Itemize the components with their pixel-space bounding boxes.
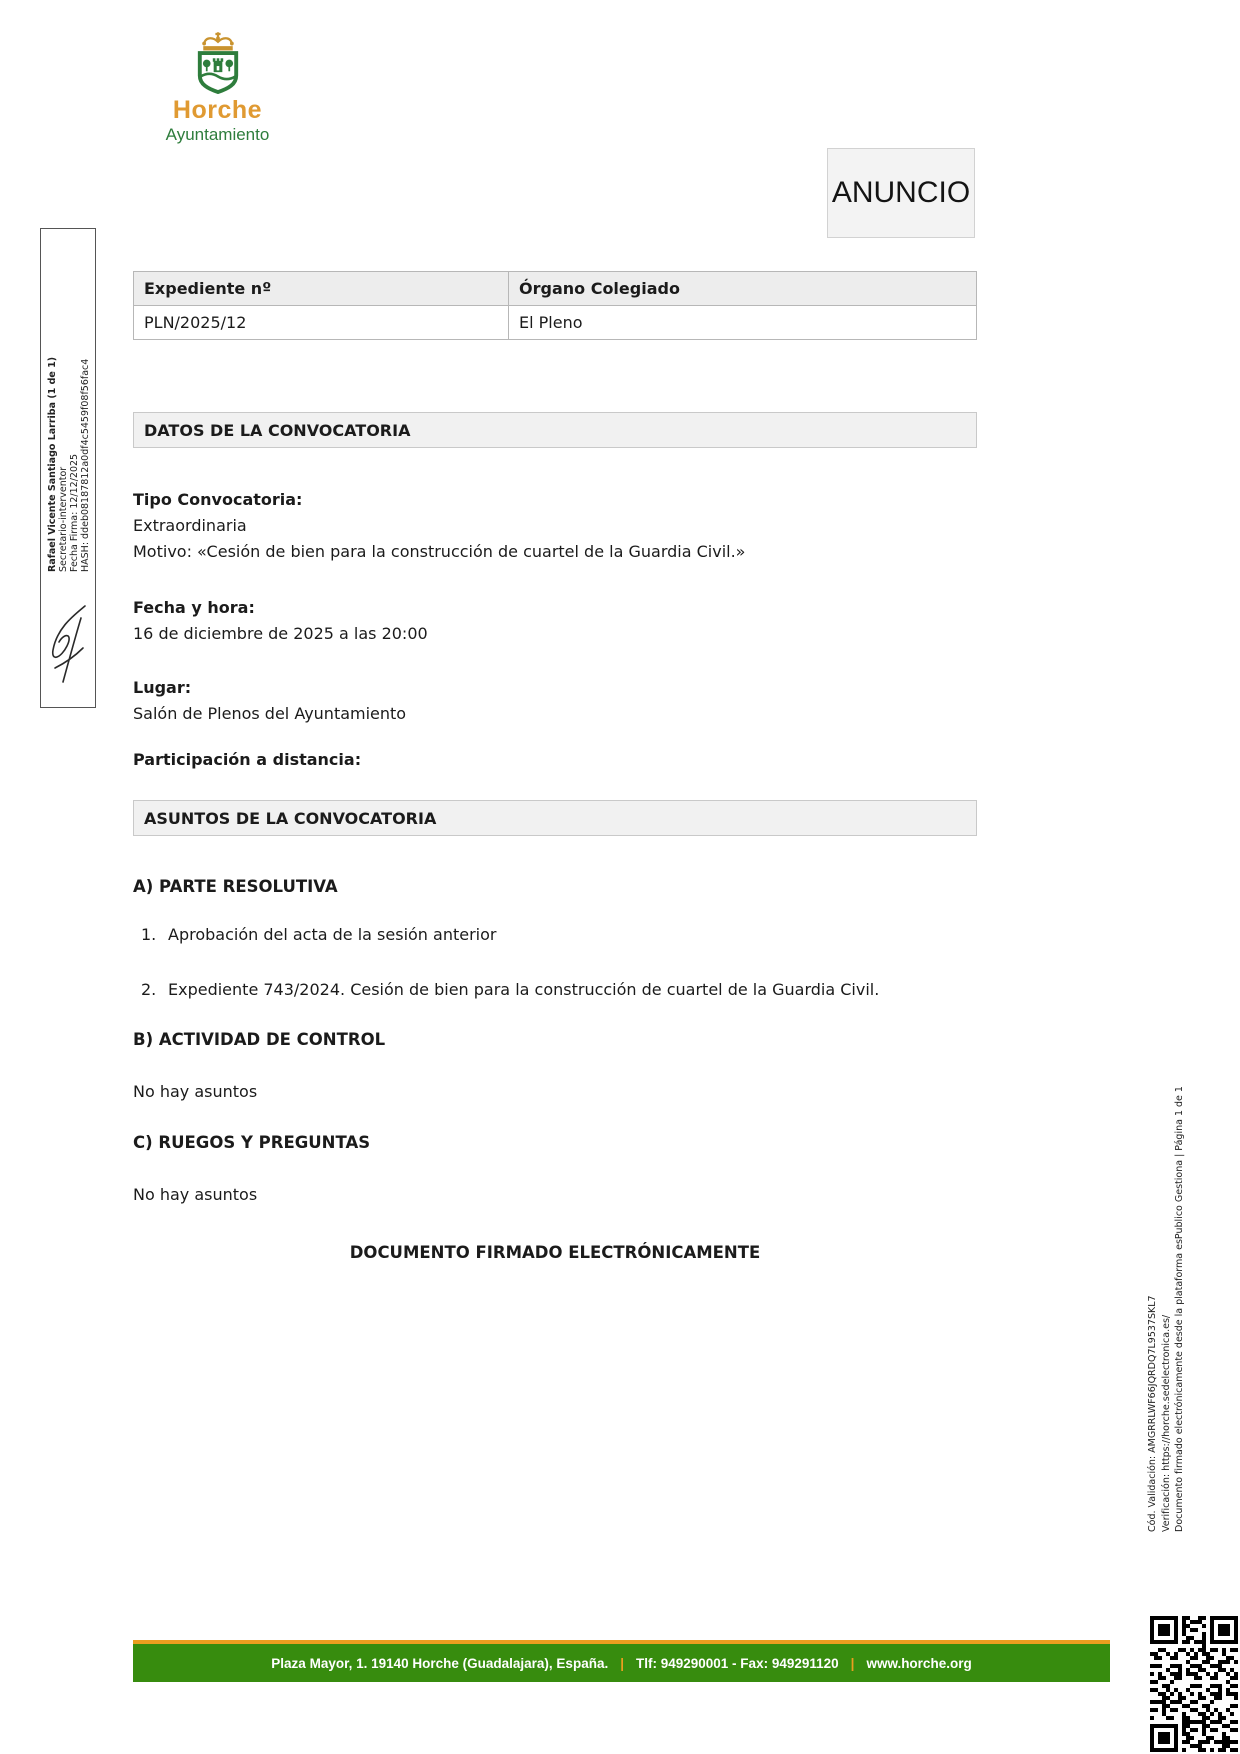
fecha-hora-label: Fecha y hora: [133, 598, 255, 617]
footer-separator: | [620, 1655, 624, 1671]
expediente-table [133, 271, 977, 340]
expediente-header-cell: Expediente nº [134, 272, 509, 306]
handwritten-signature-icon [45, 598, 91, 698]
ruegos-preguntas-body: No hay asuntos [133, 1185, 258, 1204]
organo-header-cell: Órgano Colegiado [509, 272, 976, 306]
footer-contact-bar [133, 1640, 1110, 1682]
motivo-text: Motivo: «Cesión de bien para la construcción de cuartel de la Guardia Civil.» [133, 542, 746, 561]
actividad-control-body: No hay asuntos [133, 1082, 258, 1101]
signature-hash: HASH: ddeb08187812a0df4c5459f08f56fac4 [80, 358, 91, 572]
list-item: Expediente 743/2024. Cesión de bien para la construcción de cuartel de la Guardia Civil. [168, 980, 880, 999]
table-row [134, 306, 976, 340]
coat-of-arms-icon [120, 26, 315, 94]
footer-website: www.horche.org [866, 1655, 972, 1671]
organo-value-cell: El Pleno [509, 306, 976, 340]
platform-page-info: Documento firmado electrónicamente desde la plataforma esPublico Gestiona | Página 1 de 1 [1174, 1086, 1185, 1532]
fecha-hora-value: 16 de diciembre de 2025 a las 20:00 [133, 624, 428, 643]
participacion-label: Participación a distancia: [133, 750, 362, 769]
table-header-row [134, 272, 976, 306]
section-asuntos-header: ASUNTOS DE LA CONVOCATORIA [133, 800, 977, 836]
tipo-convocatoria-label: Tipo Convocatoria: [133, 490, 303, 509]
validation-code: Cód. Validación: AMGRRLWF66JQRDQ7L9537SKL7 [1147, 1295, 1158, 1532]
footer-address: Plaza Mayor, 1. 19140 Horche (Guadalajara), España. [271, 1655, 609, 1671]
tipo-convocatoria-value: Extraordinaria [133, 516, 247, 535]
list-item-number: 1. [141, 925, 157, 944]
parte-resolutiva-heading: A) PARTE RESOLUTIVA [133, 877, 338, 896]
signer-role: Secretario-interventor [58, 466, 69, 572]
anuncio-box: ANUNCIO [827, 148, 975, 238]
lugar-label: Lugar: [133, 678, 192, 697]
ruegos-preguntas-heading: C) RUEGOS Y PREGUNTAS [133, 1133, 371, 1152]
list-item-number: 2. [141, 980, 157, 999]
logo-subtitle: Ayuntamiento [165, 125, 270, 144]
footer-separator: | [850, 1655, 855, 1671]
logo-title: Horche [172, 96, 263, 124]
signed-electronically-notice: DOCUMENTO FIRMADO ELECTRÓNICAMENTE [349, 1243, 761, 1262]
lugar-value: Salón de Plenos del Ayuntamiento [133, 704, 407, 723]
list-item: Aprobación del acta de la sesión anterior [168, 925, 497, 944]
verification-url: Verificación: https://horche.sedelectronica.es/ [1160, 1314, 1172, 1532]
signature-date: Fecha Firma: 12/12/2025 [69, 453, 80, 572]
section-datos-header: DATOS DE LA CONVOCATORIA [133, 412, 977, 448]
signature-stamp-text [47, 236, 91, 572]
validation-stamp-text [1146, 1060, 1187, 1532]
municipality-logo [120, 26, 315, 145]
qr-code-icon [1150, 1616, 1238, 1754]
expediente-value-cell: PLN/2025/12 [134, 306, 509, 340]
footer-phone-fax: Tlf: 949290001 - Fax: 949291120 [636, 1655, 839, 1671]
signer-name: Rafael Vicente Santiago Larriba (1 de 1) [47, 356, 58, 572]
actividad-control-heading: B) ACTIVIDAD DE CONTROL [133, 1030, 386, 1049]
